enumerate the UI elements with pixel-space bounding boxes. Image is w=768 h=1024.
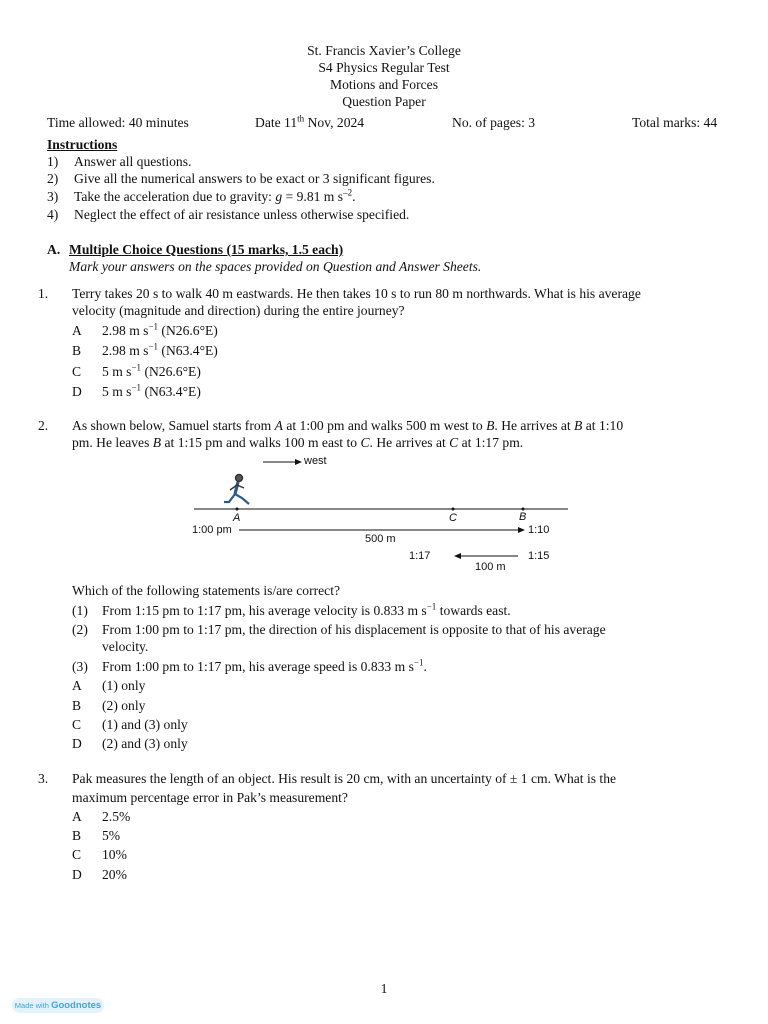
- instructions-title: Instructions: [47, 137, 118, 152]
- q1-option-d: 5 m $s^{-1}$ (N63.4°E): [102, 382, 201, 399]
- q1-option-letter: D: [72, 384, 82, 399]
- q1-number: 1.: [38, 286, 49, 301]
- q1-option-b: 2.98 m $s^{-1}$ (N63.4°E): [102, 341, 218, 358]
- q2-text-line2: pm. He leaves B at 1:15 pm and walks 100 m east to C. He arrives at C at 1:17 pm.: [72, 435, 524, 450]
- q1-option-a: 2.98 m $s^{-1}$ (N26.6°E): [102, 321, 218, 338]
- school-name: St. Francis Xavier’s College: [307, 43, 461, 58]
- time-arrive-b-label: 1:10: [528, 524, 550, 536]
- q3-text-line1: Pak measures the length of an object. His result is 20 cm, with an uncertainty of ± 1 cm. What is the: [72, 771, 617, 786]
- distance-bc-label: 100 m: [475, 561, 506, 573]
- q2-statement-num: (2): [72, 622, 88, 637]
- instruction-1-text: Answer all questions.: [74, 154, 192, 169]
- q2-option-letter: D: [72, 736, 82, 751]
- q2-option-c: (1) and (3) only: [102, 717, 188, 732]
- section-title: Multiple Choice Questions (15 marks, 1.5 each): [69, 242, 344, 257]
- point-a-dot: [236, 508, 239, 511]
- q3-text-line2: maximum percentage error in Pak’s measurement?: [72, 790, 348, 805]
- q2-statement-2-line2: velocity.: [102, 639, 149, 654]
- q2-option-letter: C: [72, 717, 82, 732]
- q3-option-c: 10%: [102, 847, 127, 862]
- west-arrow-head: [295, 459, 302, 465]
- instruction-3: 3): [47, 189, 59, 204]
- q1-option-c: 5 m $s^{-1}$ (N26.6°E): [102, 362, 201, 379]
- distance-ab-label: 500 m: [365, 533, 396, 545]
- ab-arrow-head: [518, 527, 525, 533]
- q2-statement-1: From 1:15 pm to 1:17 pm, his average velocity is 0.833 m $s^{-1}$ towards east.: [102, 601, 511, 618]
- total-marks: Total marks: 44: [632, 115, 718, 130]
- q3-number: 3.: [38, 771, 49, 786]
- q3-option-letter: A: [72, 809, 82, 824]
- topic-title: Motions and Forces: [330, 77, 438, 92]
- runner-figure: [224, 475, 249, 505]
- point-a-label: A: [233, 512, 241, 524]
- q2-option-letter: B: [72, 698, 82, 713]
- q2-statement-2-line1: From 1:00 pm to 1:17 pm, the direction of his displacement is opposite to that of his average: [102, 622, 606, 637]
- q2-statement-num: (1): [72, 603, 88, 618]
- q2-text-line1: As shown below, Samuel starts from A at 1:00 pm and walks 500 m west to B. He arrives at B at 1:10: [72, 418, 624, 433]
- goodnotes-watermark: Made with Goodnotes: [12, 998, 104, 1013]
- q2-option-b: (2) only: [102, 698, 146, 713]
- q3-option-letter: D: [72, 867, 82, 882]
- paper-title: Question Paper: [342, 94, 426, 109]
- instruction-4-text: Neglect the effect of air resistance unless otherwise specified.: [74, 207, 410, 222]
- q3-option-a: 2.5%: [102, 809, 131, 824]
- q3-option-letter: B: [72, 828, 82, 843]
- page-number: 1: [380, 981, 388, 996]
- q3-option-d: 20%: [102, 867, 127, 882]
- q2-option-d: (2) and (3) only: [102, 736, 188, 751]
- q2-statement-num: (3): [72, 659, 88, 674]
- course-title: S4 Physics Regular Test: [318, 60, 450, 75]
- motion-diagram: [180, 450, 580, 580]
- page-count: No. of pages: 3: [452, 115, 536, 130]
- instruction-4: 4): [47, 207, 59, 222]
- section-note: Mark your answers on the spaces provided on Question and Answer Sheets.: [69, 259, 482, 274]
- q2-option-a: (1) only: [102, 678, 146, 693]
- q1-text-line2: velocity (magnitude and direction) during the entire journey?: [72, 303, 405, 318]
- point-c-dot: [452, 508, 455, 511]
- time-arrive-c-label: 1:17: [409, 550, 431, 562]
- q1-text-line1: Terry takes 20 s to walk 40 m eastwards. He then takes 10 s to run 80 m northwards. What is his average: [72, 286, 641, 301]
- instruction-2-text: Give all the numerical answers to be exact or 3 significant figures.: [74, 171, 435, 186]
- q2-prompt: Which of the following statements is/are correct?: [72, 583, 340, 598]
- q1-option-letter: C: [72, 364, 82, 379]
- time-leave-b-label: 1:15: [528, 550, 550, 562]
- q3-option-b: 5%: [102, 828, 121, 843]
- q1-option-letter: A: [72, 323, 82, 338]
- time-allowed: Time allowed: 40 minutes: [47, 115, 189, 130]
- q2-statement-3: From 1:00 pm to 1:17 pm, his average speed is 0.833 m $s^{-1}$.: [102, 657, 427, 674]
- bc-arrow-head: [454, 553, 461, 559]
- q2-option-letter: A: [72, 678, 82, 693]
- q3-option-letter: C: [72, 847, 82, 862]
- instruction-3-text: Take the acceleration due to gravity: g = 9.81 m $s^{-2}$.: [74, 187, 356, 204]
- time-start-label: 1:00 pm: [192, 524, 232, 536]
- instruction-1: 1): [47, 154, 59, 169]
- section-label: A.: [47, 242, 61, 257]
- q2-number: 2.: [38, 418, 49, 433]
- instruction-2: 2): [47, 171, 59, 186]
- q1-option-letter: B: [72, 343, 82, 358]
- point-c-label: C: [449, 512, 457, 524]
- point-b-label: B: [519, 511, 527, 523]
- exam-date: Date 11th Nov, 2024: [255, 113, 365, 130]
- west-label: west: [304, 455, 327, 467]
